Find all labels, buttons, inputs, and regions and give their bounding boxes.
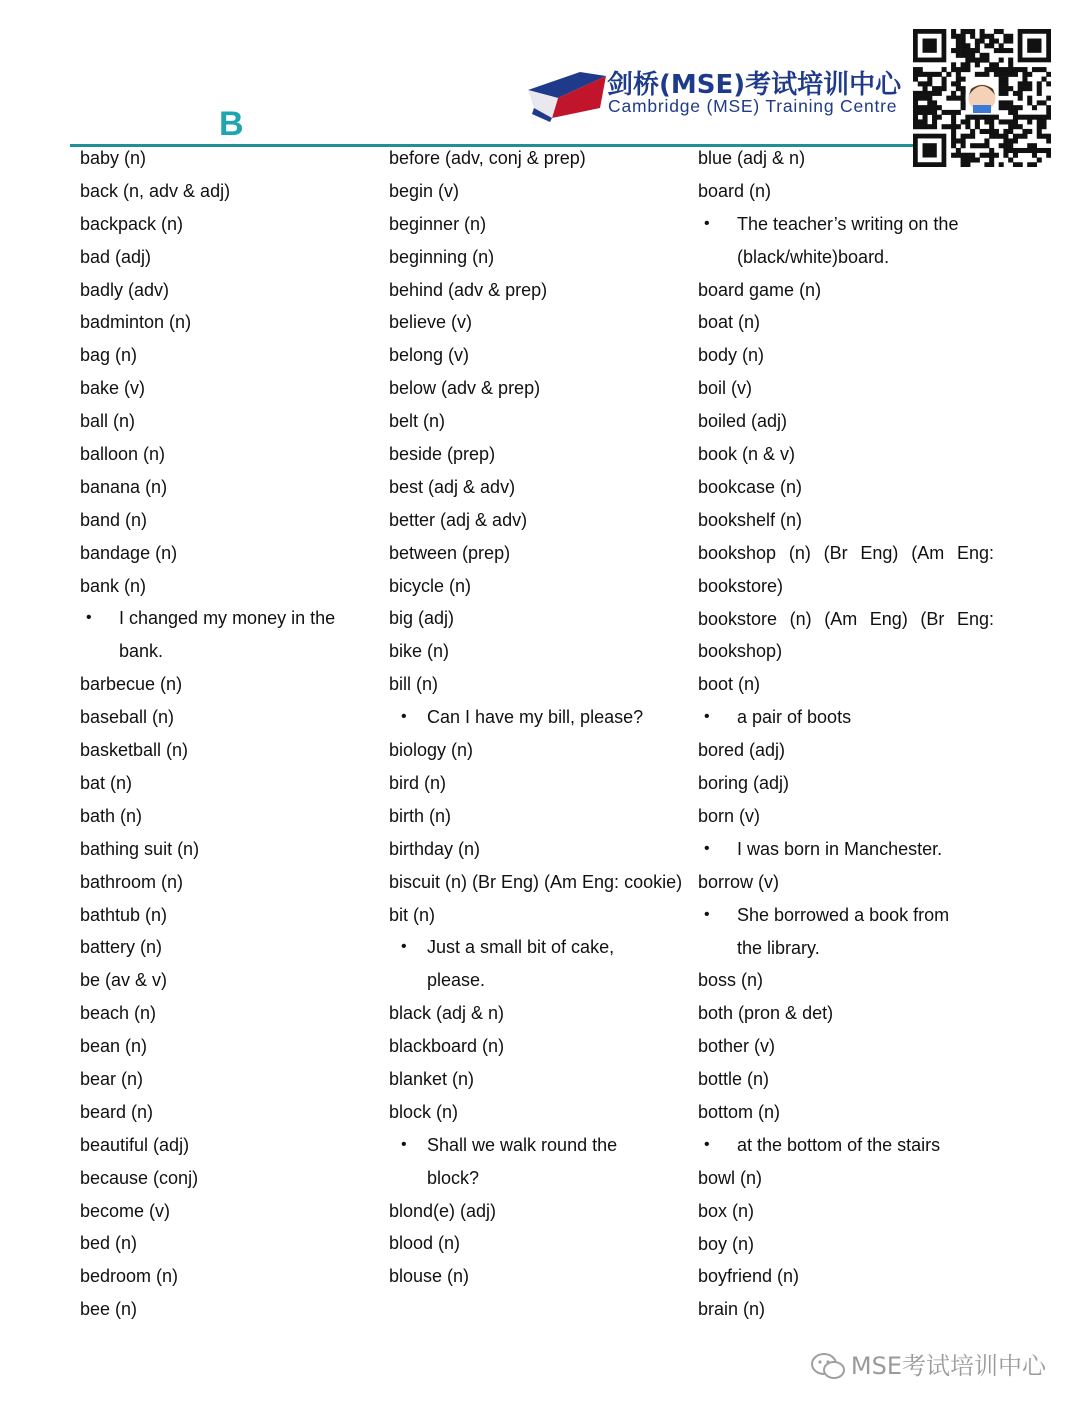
word-entry: bookstore (n) (Am Eng) (Br Eng: bookshop) [698, 608, 994, 662]
word-entry: be (av & v) [80, 970, 168, 991]
logo-mark [528, 68, 608, 122]
word-entry: bowl (n) [698, 1167, 763, 1188]
example-sentence [80, 602, 380, 668]
word-entry: bicycle (n) [389, 575, 472, 596]
word-entry: boot (n) [698, 674, 761, 695]
watermark-text: MSE考试培训中心 [850, 1352, 1046, 1380]
word-entry: book (n & v) [698, 444, 796, 465]
word-entry: birthday (n) [389, 838, 481, 859]
word-entry: badly (adv) [80, 279, 170, 300]
word-entry: biology (n) [389, 740, 474, 761]
word-entry: blanket (n) [389, 1069, 475, 1089]
word-entry: birth (n) [389, 805, 452, 826]
example-sentence [389, 701, 689, 734]
word-entry: bank (n) [80, 575, 147, 596]
word-entry: bean (n) [80, 1036, 148, 1057]
word-entry: between (prep) [389, 542, 511, 563]
word-entry: beside (prep) [389, 444, 496, 465]
word-entry: blue (adj & n) [698, 148, 806, 168]
word-entry: beach (n) [80, 1003, 157, 1024]
word-entry: bathing suit (n) [80, 838, 200, 859]
example-text: I changed my money in the bank. [119, 608, 336, 662]
example-text: Shall we walk round the block? [427, 1134, 618, 1188]
word-entry: big (adj) [389, 608, 455, 629]
word-entry: bat (n) [80, 772, 133, 793]
word-entry: belt (n) [389, 411, 446, 432]
example-sentence [698, 208, 998, 274]
word-entry: born (v) [698, 805, 761, 826]
logo [528, 60, 908, 120]
word-entry: banana (n) [80, 476, 168, 497]
word-entry: bake (v) [80, 378, 146, 399]
word-entry: basketball (n) [80, 740, 189, 761]
word-entry: bedroom (n) [80, 1266, 179, 1287]
word-entry: belong (v) [389, 345, 470, 366]
word-entry: board game (n) [698, 279, 822, 300]
wechat-icon [811, 1353, 845, 1381]
word-entry: bee (n) [80, 1299, 138, 1320]
example-sentence [698, 701, 998, 734]
word-entry: boring (adj) [698, 773, 790, 794]
word-entry: bored (adj) [698, 740, 786, 761]
example-text: Just a small bit of cake, please. [427, 937, 615, 991]
word-entry: before (adv, conj & prep) [389, 148, 586, 168]
word-entry: become (v) [80, 1200, 171, 1221]
word-entry: black (adj & n) [389, 1003, 505, 1024]
word-entry: bookcase (n) [698, 476, 803, 497]
example-text: at the bottom of the stairs [737, 1134, 941, 1155]
word-entry: below (adv & prep) [389, 378, 541, 399]
word-entry: bother (v) [698, 1036, 776, 1057]
bullet-icon: • [86, 609, 92, 627]
word-entry: bookshop (n) (Br Eng) (Am Eng: bookstore) [698, 542, 994, 596]
word-entry: battery (n) [80, 937, 163, 958]
bullet-icon: • [704, 708, 710, 726]
word-entry: bath (n) [80, 805, 143, 826]
word-entry: baseball (n) [80, 707, 175, 728]
word-entry: band (n) [80, 509, 148, 530]
word-entry: baby (n) [80, 148, 147, 168]
example-sentence [698, 833, 998, 866]
example-text: Can I have my bill, please? [427, 707, 644, 728]
word-entry: bottle (n) [698, 1069, 770, 1090]
word-entry: board (n) [698, 180, 772, 201]
word-entry: bed (n) [80, 1233, 138, 1254]
example-text: The teacher’s writing on the (black/white)board. [737, 213, 959, 267]
word-entry: because (conj) [80, 1167, 199, 1188]
word-entry: boy (n) [698, 1233, 755, 1254]
word-entry: barbecue (n) [80, 674, 183, 695]
example-sentence [698, 1129, 998, 1162]
column-2 [389, 142, 689, 1293]
word-entry: box (n) [698, 1200, 755, 1221]
word-entry: beautiful (adj) [80, 1134, 190, 1155]
word-entry: bookshelf (n) [698, 509, 803, 530]
bullet-icon: • [401, 708, 407, 726]
word-entry: block (n) [389, 1101, 459, 1122]
word-entry: boiled (adj) [698, 411, 788, 432]
word-entry: bathroom (n) [80, 871, 184, 892]
word-entry: both (pron & det) [698, 1003, 834, 1024]
bullet-icon: • [704, 1135, 710, 1153]
word-entry: beginner (n) [389, 213, 487, 234]
word-entry: bit (n) [389, 904, 436, 925]
word-entry: bottom (n) [698, 1101, 781, 1122]
word-entry: behind (adv & prep) [389, 279, 548, 300]
example-sentence [698, 899, 998, 965]
bullet-icon: • [704, 214, 710, 232]
word-entry: bad (adj) [80, 246, 152, 267]
bullet-icon: • [704, 905, 710, 923]
logo-english-name: Cambridge (MSE) Training Centre [608, 96, 898, 116]
bullet-icon: • [401, 938, 407, 956]
word-entry: boat (n) [698, 312, 761, 333]
example-sentence [389, 1129, 689, 1195]
example-text: I was born in Manchester. [737, 838, 943, 859]
bullet-icon: • [401, 1135, 407, 1153]
word-entry: borrow (v) [698, 871, 780, 892]
word-entry: bird (n) [389, 772, 447, 793]
word-entry: bike (n) [389, 641, 450, 662]
word-entry: biscuit (n) (Br Eng) (Am Eng: cookie) [389, 871, 683, 892]
bullet-icon: • [704, 839, 710, 857]
example-text: She borrowed a book from the library. [737, 904, 950, 958]
word-entry: boss (n) [698, 970, 764, 991]
word-entry: blood (n) [389, 1233, 461, 1254]
word-entry: bathtub (n) [80, 904, 168, 925]
column-3 [698, 142, 998, 1326]
word-entry: blond(e) (adj) [389, 1200, 497, 1221]
word-entry: brain (n) [698, 1299, 766, 1320]
word-entry: better (adj & adv) [389, 509, 528, 530]
column-1 [80, 142, 380, 1326]
word-entry: blouse (n) [389, 1266, 470, 1287]
word-entry: backpack (n) [80, 213, 184, 234]
word-entry: boil (v) [698, 378, 753, 399]
word-entry: ball (n) [80, 411, 136, 432]
word-entry: boyfriend (n) [698, 1266, 800, 1287]
word-entry: balloon (n) [80, 444, 166, 465]
word-entry: beard (n) [80, 1101, 154, 1122]
word-entry: bear (n) [80, 1068, 144, 1089]
word-entry: beginning (n) [389, 246, 495, 267]
example-text: a pair of boots [737, 707, 852, 728]
word-entry: bill (n) [389, 674, 439, 695]
word-entry: bandage (n) [80, 542, 178, 563]
watermark [811, 1346, 1046, 1381]
word-entry: body (n) [698, 345, 765, 366]
word-entry: bag (n) [80, 345, 138, 366]
word-entry: back (n, adv & adj) [80, 180, 231, 201]
word-entry: blackboard (n) [389, 1036, 505, 1057]
section-letter: B [219, 105, 244, 143]
logo-chinese-name: 剑桥(MSE)考试培训中心 [607, 70, 902, 100]
word-entry: badminton (n) [80, 312, 192, 333]
word-entry: begin (v) [389, 180, 460, 201]
example-sentence [389, 931, 689, 997]
word-entry: best (adj & adv) [389, 476, 516, 497]
word-entry: believe (v) [389, 312, 473, 333]
